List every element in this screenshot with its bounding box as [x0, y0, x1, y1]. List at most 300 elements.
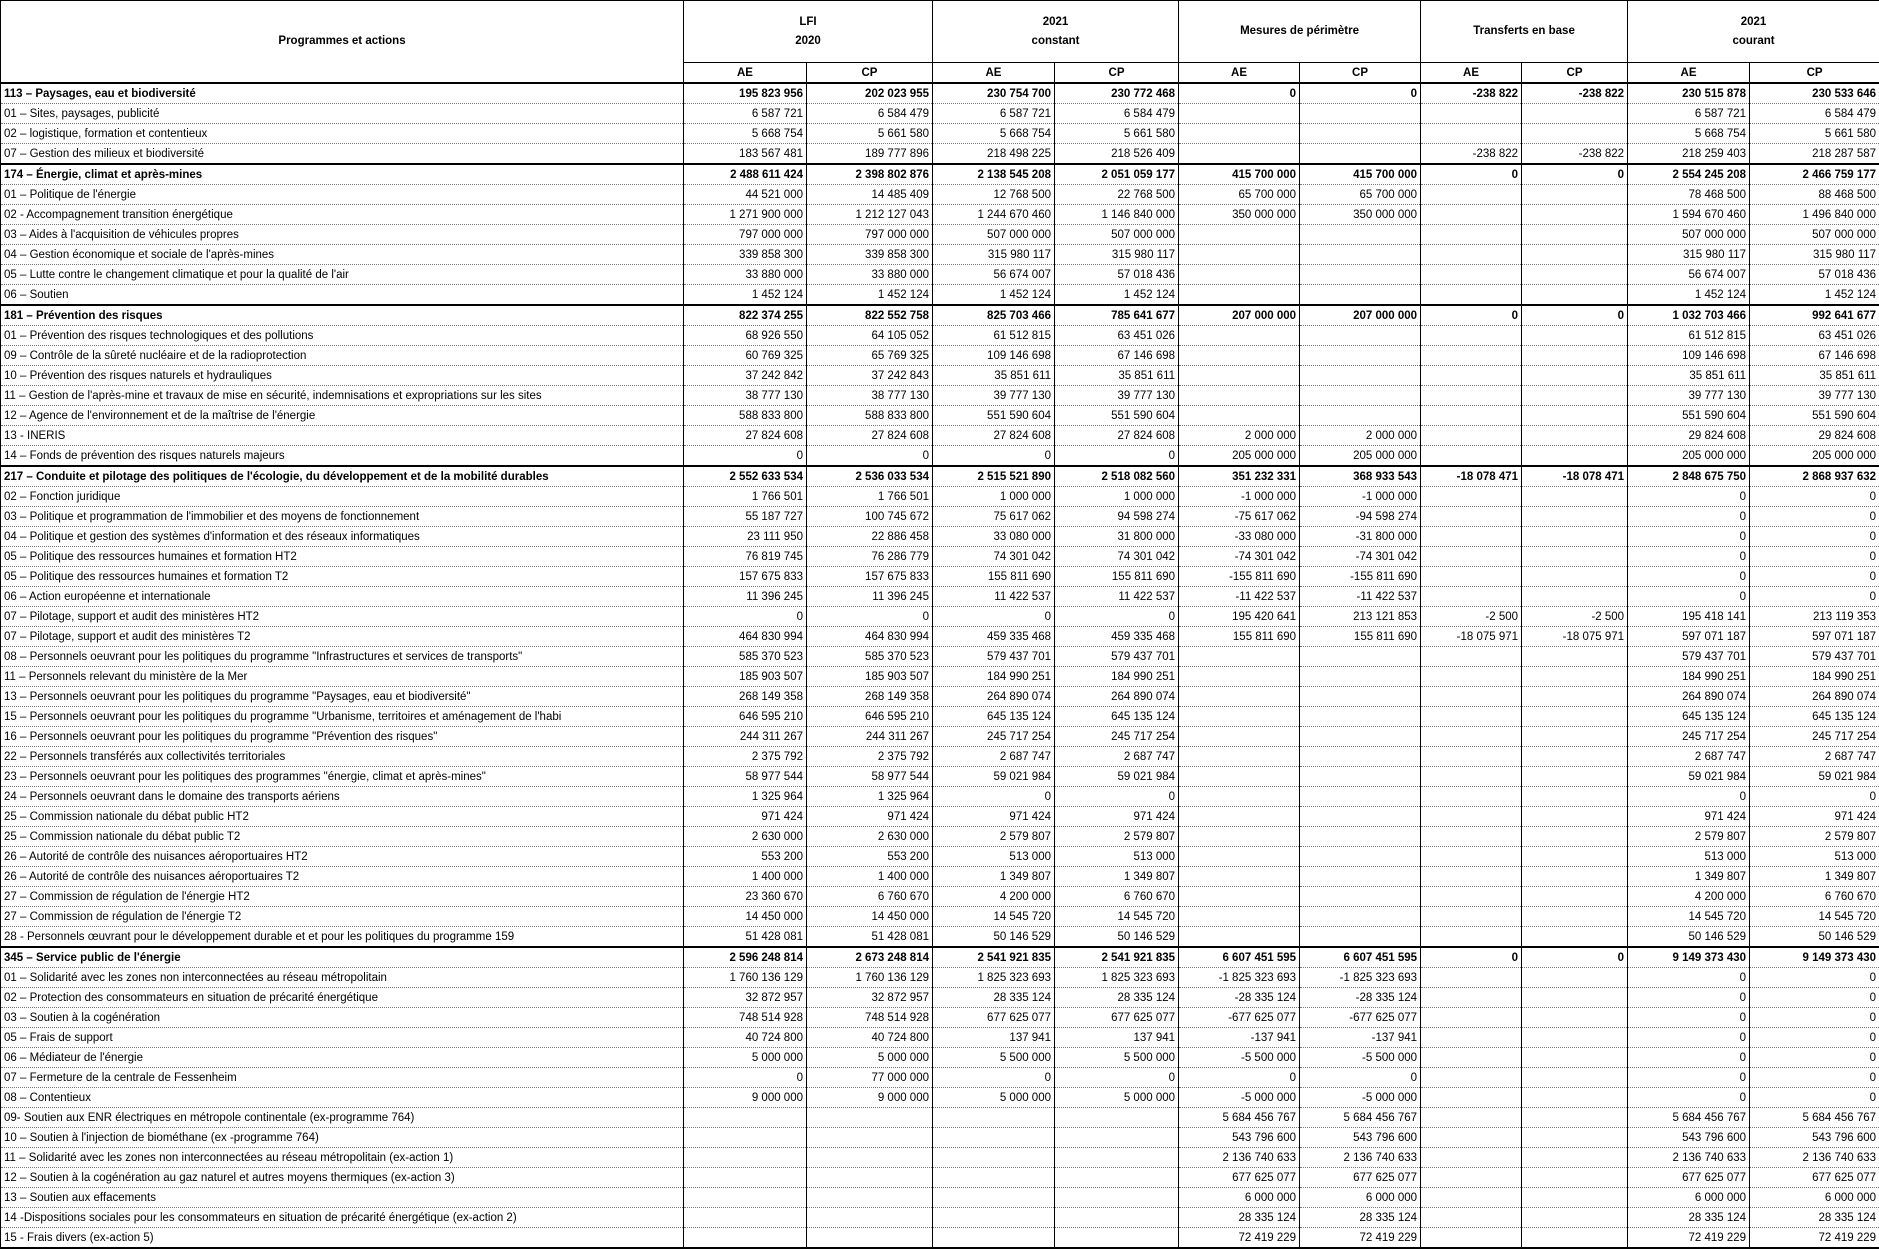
cell-value: 1 349 807 — [1628, 867, 1750, 887]
row-label: 06 – Action européenne et internationale — [1, 587, 684, 607]
cell-value: 264 890 074 — [1750, 687, 1879, 707]
cell-value: 2 554 245 208 — [1628, 164, 1750, 185]
row-label: 13 - INERIS — [1, 426, 684, 446]
cell-value: 0 — [807, 607, 933, 627]
cell-value: 5 668 754 — [1628, 124, 1750, 144]
cell-value: 1 766 501 — [684, 487, 807, 507]
cell-value — [1300, 144, 1421, 165]
action-row — [1, 104, 1879, 124]
cell-value — [1522, 968, 1628, 988]
cell-value: 184 990 251 — [1628, 667, 1750, 687]
header-programmes: Programmes et actions — [1, 1, 684, 84]
cell-value: 0 — [1750, 527, 1879, 547]
row-label: 01 – Solidarité avec les zones non interconnectées au réseau métropolitain — [1, 968, 684, 988]
row-label: 113 – Paysages, eau et biodiversité — [1, 83, 684, 104]
cell-value: 58 977 544 — [684, 767, 807, 787]
cell-value: 137 941 — [933, 1028, 1055, 1048]
row-label: 16 – Personnels oeuvrant pour les politiques du programme "Prévention des risques" — [1, 727, 684, 747]
cell-value: 27 824 608 — [807, 426, 933, 446]
cell-value — [1421, 1048, 1522, 1068]
cell-value: 230 754 700 — [933, 83, 1055, 104]
cell-value: 2 579 807 — [1750, 827, 1879, 847]
cell-value — [1522, 1008, 1628, 1028]
cell-value: 350 000 000 — [1300, 205, 1421, 225]
row-label: 10 – Soutien à l'injection de biométhane (ex -programme 764) — [1, 1128, 684, 1148]
cell-value — [1179, 707, 1300, 727]
cell-value — [807, 1228, 933, 1249]
cell-value — [1055, 1208, 1179, 1228]
cell-value: -1 825 323 693 — [1179, 968, 1300, 988]
row-label: 26 – Autorité de contrôle des nuisances aéroportuaires HT2 — [1, 847, 684, 867]
cell-value: 28 335 124 — [1628, 1208, 1750, 1228]
cell-value: 9 000 000 — [807, 1088, 933, 1108]
cell-value: 2 138 545 208 — [933, 164, 1055, 185]
cell-value: 0 — [933, 1068, 1055, 1088]
subheader-ae: AE — [1628, 63, 1750, 84]
cell-value: 9 149 373 430 — [1628, 947, 1750, 968]
cell-value: 0 — [1750, 988, 1879, 1008]
cell-value: 0 — [933, 446, 1055, 467]
row-label: 03 – Politique et programmation de l'immobilier et des moyens de fonctionnement — [1, 507, 684, 527]
cell-value: 264 890 074 — [1055, 687, 1179, 707]
cell-value: 5 668 754 — [933, 124, 1055, 144]
action-row — [1, 907, 1879, 927]
cell-value — [1300, 927, 1421, 948]
cell-value — [1421, 1068, 1522, 1088]
cell-value: 507 000 000 — [1750, 225, 1879, 245]
cell-value — [1179, 285, 1300, 306]
cell-value: 464 830 994 — [807, 627, 933, 647]
subheader-cp: CP — [1055, 63, 1179, 84]
cell-value: 0 — [1750, 968, 1879, 988]
subheader-cp: CP — [807, 63, 933, 84]
cell-value: 244 311 267 — [807, 727, 933, 747]
cell-value — [1421, 285, 1522, 306]
action-row — [1, 1188, 1879, 1208]
action-row — [1, 326, 1879, 346]
cell-value — [933, 1108, 1055, 1128]
cell-value: 213 119 353 — [1750, 607, 1879, 627]
row-label: 02 – Fonction juridique — [1, 487, 684, 507]
subheader-cp: CP — [1300, 63, 1421, 84]
cell-value: 218 526 409 — [1055, 144, 1179, 165]
cell-value: 29 824 608 — [1628, 426, 1750, 446]
row-label: 15 – Personnels oeuvrant pour les politiques du programme "Urbanisme, territoires et aménagement de l'habi — [1, 707, 684, 727]
cell-value: 63 451 026 — [1750, 326, 1879, 346]
cell-value — [684, 1188, 807, 1208]
cell-value: 315 980 117 — [1628, 245, 1750, 265]
cell-value: 0 — [1628, 567, 1750, 587]
cell-value: 11 396 245 — [684, 587, 807, 607]
cell-value: 28 335 124 — [1179, 1208, 1300, 1228]
cell-value: 56 674 007 — [1628, 265, 1750, 285]
action-row — [1, 1068, 1879, 1088]
cell-value: 2 375 792 — [807, 747, 933, 767]
cell-value: 1 760 136 129 — [807, 968, 933, 988]
cell-value: -5 000 000 — [1179, 1088, 1300, 1108]
cell-value: 207 000 000 — [1300, 305, 1421, 326]
cell-value: 1 496 840 000 — [1750, 205, 1879, 225]
cell-value: 14 545 720 — [1750, 907, 1879, 927]
cell-value: 677 625 077 — [933, 1008, 1055, 1028]
cell-value — [1522, 1188, 1628, 1208]
cell-value: 0 — [1522, 164, 1628, 185]
cell-value: 0 — [1750, 587, 1879, 607]
cell-value: 2 051 059 177 — [1055, 164, 1179, 185]
row-label: 13 – Personnels oeuvrant pour les politiques du programme "Paysages, eau et biodiversité" — [1, 687, 684, 707]
cell-value: 350 000 000 — [1179, 205, 1300, 225]
cell-value: 5 684 456 767 — [1300, 1108, 1421, 1128]
cell-value — [1421, 907, 1522, 927]
cell-value: 2 687 747 — [1750, 747, 1879, 767]
cell-value — [1522, 285, 1628, 306]
action-row — [1, 687, 1879, 707]
cell-value — [1300, 807, 1421, 827]
cell-value — [1522, 867, 1628, 887]
cell-value: 5 000 000 — [807, 1048, 933, 1068]
cell-value — [1522, 366, 1628, 386]
cell-value — [1522, 346, 1628, 366]
row-label: 12 – Agence de l'environnement et de la maîtrise de l'énergie — [1, 406, 684, 426]
cell-value — [1522, 1228, 1628, 1249]
cell-value: -74 301 042 — [1179, 547, 1300, 567]
cell-value: 825 703 466 — [933, 305, 1055, 326]
cell-value: 2 541 921 835 — [933, 947, 1055, 968]
row-label: 01 – Politique de l'énergie — [1, 185, 684, 205]
row-label: 11 – Solidarité avec les zones non interconnectées au réseau métropolitain (ex-action 1) — [1, 1148, 684, 1168]
cell-value: 12 768 500 — [933, 185, 1055, 205]
cell-value: 35 851 611 — [1750, 366, 1879, 386]
cell-value — [1522, 787, 1628, 807]
cell-value: 551 590 604 — [1055, 406, 1179, 426]
row-label: 10 – Prévention des risques naturels et hydrauliques — [1, 366, 684, 386]
action-row — [1, 1008, 1879, 1028]
cell-value: 185 903 507 — [807, 667, 933, 687]
cell-value — [1179, 346, 1300, 366]
row-label: 174 – Énergie, climat et après-mines — [1, 164, 684, 185]
cell-value: 184 990 251 — [1055, 667, 1179, 687]
cell-value — [1179, 887, 1300, 907]
program-row — [1, 305, 1879, 326]
action-row — [1, 867, 1879, 887]
cell-value: 67 146 698 — [1055, 346, 1179, 366]
cell-value — [1522, 687, 1628, 707]
cell-value: 0 — [1522, 947, 1628, 968]
action-row — [1, 707, 1879, 727]
cell-value: -18 078 471 — [1522, 466, 1628, 487]
cell-value: 189 777 896 — [807, 144, 933, 165]
cell-value: 0 — [1628, 487, 1750, 507]
cell-value: 0 — [1628, 1028, 1750, 1048]
cell-value: 137 941 — [1055, 1028, 1179, 1048]
action-row — [1, 927, 1879, 948]
cell-value — [1421, 265, 1522, 285]
cell-value — [807, 1208, 933, 1228]
cell-value: 0 — [1421, 164, 1522, 185]
cell-value: 677 625 077 — [1300, 1168, 1421, 1188]
cell-value — [1179, 265, 1300, 285]
cell-value — [1522, 907, 1628, 927]
cell-value — [1421, 687, 1522, 707]
action-row — [1, 627, 1879, 647]
cell-value — [1300, 265, 1421, 285]
cell-value: 507 000 000 — [1628, 225, 1750, 245]
row-label: 06 – Soutien — [1, 285, 684, 306]
cell-value: 0 — [1628, 787, 1750, 807]
cell-value — [1179, 406, 1300, 426]
cell-value: 56 674 007 — [933, 265, 1055, 285]
cell-value — [1300, 747, 1421, 767]
cell-value: 2 687 747 — [933, 747, 1055, 767]
cell-value: 1 244 670 460 — [933, 205, 1055, 225]
cell-value — [1421, 225, 1522, 245]
cell-value — [1055, 1128, 1179, 1148]
cell-value — [1055, 1148, 1179, 1168]
cell-value — [807, 1108, 933, 1128]
cell-value: 6 000 000 — [1628, 1188, 1750, 1208]
cell-value: 1 349 807 — [933, 867, 1055, 887]
header-2021-constant — [933, 1, 1179, 63]
cell-value: 543 796 600 — [1179, 1128, 1300, 1148]
cell-value: 0 — [1628, 968, 1750, 988]
cell-value: 6 760 670 — [1750, 887, 1879, 907]
cell-value: 65 700 000 — [1300, 185, 1421, 205]
cell-value: 207 000 000 — [1179, 305, 1300, 326]
cell-value: 205 000 000 — [1179, 446, 1300, 467]
cell-value — [933, 1168, 1055, 1188]
cell-value: 588 833 800 — [684, 406, 807, 426]
cell-value: 155 811 690 — [1179, 627, 1300, 647]
cell-value — [1522, 205, 1628, 225]
cell-value: 579 437 701 — [1055, 647, 1179, 667]
cell-value — [1421, 406, 1522, 426]
cell-value: 2 398 802 876 — [807, 164, 933, 185]
cell-value: 579 437 701 — [933, 647, 1055, 667]
cell-value: -31 800 000 — [1300, 527, 1421, 547]
action-row — [1, 527, 1879, 547]
cell-value — [1522, 1208, 1628, 1228]
cell-value — [807, 1148, 933, 1168]
row-label: 09- Soutien aux ENR électriques en métropole continentale (ex-programme 764) — [1, 1108, 684, 1128]
cell-value: -238 822 — [1421, 83, 1522, 104]
cell-value — [1300, 386, 1421, 406]
row-label: 25 – Commission nationale du débat public T2 — [1, 827, 684, 847]
cell-value — [1179, 647, 1300, 667]
row-label: 02 - Accompagnement transition énergétique — [1, 205, 684, 225]
cell-value — [1522, 386, 1628, 406]
cell-value: 2 868 937 632 — [1750, 466, 1879, 487]
cell-value — [1522, 827, 1628, 847]
cell-value: 0 — [933, 787, 1055, 807]
header-line: Mesures de périmètre — [1240, 25, 1359, 37]
cell-value: 55 187 727 — [684, 507, 807, 527]
cell-value: 0 — [1750, 547, 1879, 567]
cell-value: -28 335 124 — [1300, 988, 1421, 1008]
row-label: 23 – Personnels oeuvrant pour les politiques des programmes "énergie, climat et après-mines" — [1, 767, 684, 787]
cell-value: 2 518 082 560 — [1055, 466, 1179, 487]
header-line: constant — [1032, 35, 1080, 47]
action-row — [1, 1128, 1879, 1148]
row-label: 07 – Gestion des milieux et biodiversité — [1, 144, 684, 165]
cell-value: 339 858 300 — [684, 245, 807, 265]
cell-value — [1421, 787, 1522, 807]
cell-value — [1421, 507, 1522, 527]
cell-value: -11 422 537 — [1300, 587, 1421, 607]
cell-value: 1 452 124 — [1750, 285, 1879, 306]
cell-value: 971 424 — [1628, 807, 1750, 827]
cell-value: 677 625 077 — [1055, 1008, 1179, 1028]
cell-value — [1522, 426, 1628, 446]
header-line: 2021 — [1741, 16, 1767, 28]
cell-value: 2 536 033 534 — [807, 466, 933, 487]
cell-value: -33 080 000 — [1179, 527, 1300, 547]
cell-value: 37 242 842 — [684, 366, 807, 386]
cell-value: -238 822 — [1421, 144, 1522, 165]
cell-value: 5 684 456 767 — [1628, 1108, 1750, 1128]
cell-value: 0 — [1750, 1008, 1879, 1028]
action-row — [1, 1088, 1879, 1108]
cell-value: 11 422 537 — [933, 587, 1055, 607]
cell-value: 59 021 984 — [933, 767, 1055, 787]
cell-value: 0 — [1628, 587, 1750, 607]
cell-value: 23 360 670 — [684, 887, 807, 907]
cell-value: 0 — [1055, 607, 1179, 627]
cell-value: 2 136 740 633 — [1179, 1148, 1300, 1168]
cell-value: 0 — [1750, 567, 1879, 587]
cell-value — [1522, 1068, 1628, 1088]
cell-value — [1179, 747, 1300, 767]
cell-value: 677 625 077 — [1628, 1168, 1750, 1188]
cell-value: 1 594 670 460 — [1628, 205, 1750, 225]
action-row — [1, 406, 1879, 426]
cell-value: 31 800 000 — [1055, 527, 1179, 547]
row-label: 345 – Service public de l'énergie — [1, 947, 684, 968]
cell-value: 459 335 468 — [933, 627, 1055, 647]
row-label: 25 – Commission nationale du débat public HT2 — [1, 807, 684, 827]
action-row — [1, 1108, 1879, 1128]
header-line: LFI — [799, 16, 816, 28]
cell-value — [1421, 205, 1522, 225]
cell-value: 11 396 245 — [807, 587, 933, 607]
cell-value — [1421, 124, 1522, 144]
action-row — [1, 245, 1879, 265]
subheader-ae: AE — [933, 63, 1055, 84]
header-line: 2021 — [1043, 16, 1069, 28]
cell-value: 218 498 225 — [933, 144, 1055, 165]
cell-value: 971 424 — [933, 807, 1055, 827]
cell-value: 230 533 646 — [1750, 83, 1879, 104]
row-label: 14 – Fonds de prévention des risques naturels majeurs — [1, 446, 684, 467]
cell-value: 1 000 000 — [933, 487, 1055, 507]
cell-value: 0 — [1750, 1088, 1879, 1108]
cell-value — [1421, 1188, 1522, 1208]
action-row — [1, 285, 1879, 306]
row-label: 27 – Commission de régulation de l'énergie HT2 — [1, 887, 684, 907]
action-row — [1, 807, 1879, 827]
cell-value: 992 641 677 — [1750, 305, 1879, 326]
cell-value: 1 452 124 — [684, 285, 807, 306]
cell-value: 33 880 000 — [684, 265, 807, 285]
cell-value — [1421, 185, 1522, 205]
subheader-ae: AE — [1179, 63, 1300, 84]
cell-value: 2 630 000 — [684, 827, 807, 847]
cell-value: 67 146 698 — [1750, 346, 1879, 366]
cell-value — [1522, 747, 1628, 767]
subheader-cp: CP — [1750, 63, 1879, 84]
cell-value — [1421, 446, 1522, 467]
action-row — [1, 185, 1879, 205]
cell-value: 0 — [1300, 83, 1421, 104]
cell-value: 459 335 468 — [1055, 627, 1179, 647]
cell-value: 51 428 081 — [807, 927, 933, 948]
cell-value: 543 796 600 — [1300, 1128, 1421, 1148]
cell-value: 645 135 124 — [933, 707, 1055, 727]
cell-value: 0 — [1421, 305, 1522, 326]
cell-value: 368 933 543 — [1300, 466, 1421, 487]
cell-value: -74 301 042 — [1300, 547, 1421, 567]
cell-value — [1522, 527, 1628, 547]
row-label: 24 – Personnels oeuvrant dans le domaine des transports aériens — [1, 787, 684, 807]
action-row — [1, 767, 1879, 787]
action-row — [1, 446, 1879, 467]
cell-value — [1055, 1188, 1179, 1208]
cell-value: 76 286 779 — [807, 547, 933, 567]
header-line: courant — [1732, 35, 1774, 47]
cell-value: 646 595 210 — [684, 707, 807, 727]
cell-value: 785 641 677 — [1055, 305, 1179, 326]
cell-value — [1421, 104, 1522, 124]
cell-value — [1421, 667, 1522, 687]
cell-value: 5 000 000 — [933, 1088, 1055, 1108]
cell-value: 2 687 747 — [1628, 747, 1750, 767]
cell-value: 64 105 052 — [807, 326, 933, 346]
action-row — [1, 887, 1879, 907]
cell-value: 37 242 843 — [807, 366, 933, 386]
cell-value: 0 — [807, 446, 933, 467]
cell-value — [1300, 867, 1421, 887]
cell-value: 597 071 187 — [1750, 627, 1879, 647]
cell-value: -18 078 471 — [1421, 466, 1522, 487]
cell-value: 0 — [1628, 1068, 1750, 1088]
action-row — [1, 487, 1879, 507]
header-line: Transferts en base — [1473, 25, 1575, 37]
cell-value: -677 625 077 — [1179, 1008, 1300, 1028]
cell-value: 205 000 000 — [1628, 446, 1750, 467]
cell-value: 205 000 000 — [1750, 446, 1879, 467]
cell-value — [1522, 1108, 1628, 1128]
cell-value: 14 450 000 — [807, 907, 933, 927]
cell-value: 5 661 580 — [1055, 124, 1179, 144]
action-row — [1, 265, 1879, 285]
cell-value: 0 — [684, 1068, 807, 1088]
cell-value: 264 890 074 — [1628, 687, 1750, 707]
action-row — [1, 1148, 1879, 1168]
row-label: 27 – Commission de régulation de l'énergie T2 — [1, 907, 684, 927]
subheader-ae: AE — [1421, 63, 1522, 84]
cell-value — [1179, 827, 1300, 847]
cell-value — [1522, 707, 1628, 727]
program-row — [1, 466, 1879, 487]
cell-value: 14 450 000 — [684, 907, 807, 927]
cell-value — [1522, 245, 1628, 265]
cell-value: 2 136 740 633 — [1628, 1148, 1750, 1168]
row-label: 05 – Politique des ressources humaines et formation T2 — [1, 567, 684, 587]
cell-value — [1300, 346, 1421, 366]
row-label: 04 – Politique et gestion des systèmes d'information et des réseaux informatiques — [1, 527, 684, 547]
cell-value: 32 872 957 — [684, 988, 807, 1008]
cell-value: 5 661 580 — [1750, 124, 1879, 144]
cell-value: 579 437 701 — [1750, 647, 1879, 667]
